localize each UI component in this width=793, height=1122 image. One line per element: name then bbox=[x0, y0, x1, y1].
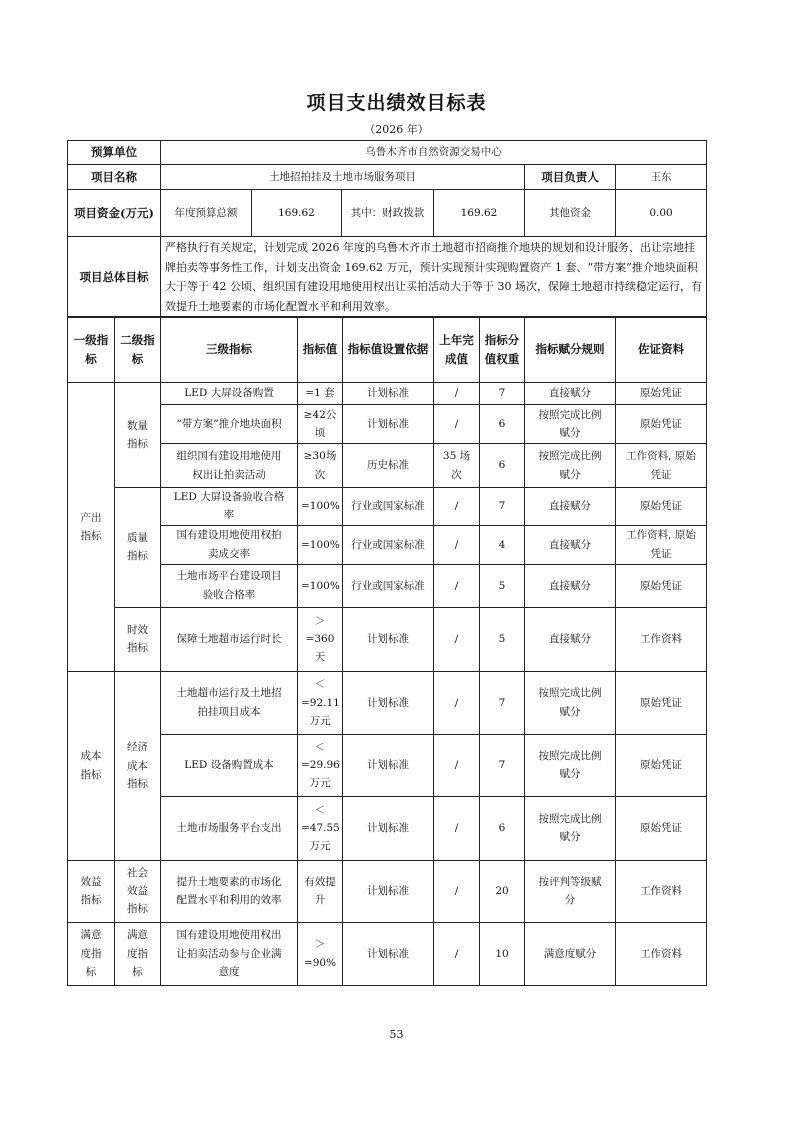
indicator-value: ≥30场次 bbox=[298, 444, 343, 488]
weight: 6 bbox=[480, 796, 525, 860]
value-basis: 计划标准 bbox=[343, 734, 434, 796]
scoring-rule: 满意度赋分 bbox=[525, 922, 616, 985]
table-row bbox=[68, 525, 707, 564]
level3-indicator: LED 设备购置成本 bbox=[161, 734, 298, 796]
level3-indicator: LED 大屏设备验收合格率 bbox=[161, 488, 298, 526]
fiscal-value: 169.62 bbox=[434, 190, 525, 237]
scoring-rule: 直接赋分 bbox=[525, 383, 616, 405]
evidence: 原始凭证 bbox=[616, 671, 707, 734]
project-info-table bbox=[67, 140, 707, 318]
annual-total-value: 169.62 bbox=[252, 190, 342, 237]
indicator-value: ＜=92.11 万元 bbox=[298, 671, 343, 734]
weight: 10 bbox=[480, 922, 525, 985]
level2-indicator: 时效指标 bbox=[115, 607, 161, 671]
evidence: 工作资料 bbox=[616, 860, 707, 922]
page-title: 项目支出绩效目标表 bbox=[306, 92, 487, 114]
indicator-value: =100% bbox=[298, 564, 343, 607]
scoring-rule: 按照完成比例赋分 bbox=[525, 734, 616, 796]
value-basis: 计划标准 bbox=[343, 796, 434, 860]
indicator-value: ≥42公顷 bbox=[298, 405, 343, 444]
table-row bbox=[68, 796, 707, 860]
table-row bbox=[68, 488, 707, 526]
last-year-value: / bbox=[434, 525, 480, 564]
level1-indicator: 满意度指标 bbox=[68, 922, 115, 985]
header-cell: 上年完成值 bbox=[434, 317, 480, 383]
last-year-value: 35 场次 bbox=[434, 444, 480, 488]
header-cell: 指标值 bbox=[298, 317, 343, 383]
table-row bbox=[68, 734, 707, 796]
header-cell: 指标分值权重 bbox=[480, 317, 525, 383]
scoring-rule: 直接赋分 bbox=[525, 525, 616, 564]
evidence: 工作资料, 原始凭证 bbox=[616, 444, 707, 488]
value-basis: 计划标准 bbox=[343, 405, 434, 444]
header-cell: 指标值设置依据 bbox=[343, 317, 434, 383]
level3-indicator: “带方案”推介地块面积 bbox=[161, 405, 298, 444]
table-row bbox=[68, 607, 707, 671]
other-funds-value: 0.00 bbox=[616, 190, 707, 237]
level2-indicator: 满意度指标 bbox=[115, 922, 161, 985]
value-basis: 计划标准 bbox=[343, 922, 434, 985]
table-row bbox=[68, 383, 707, 405]
funds-label: 项目资金(万元) bbox=[68, 190, 161, 237]
scoring-rule: 按照完成比例赋分 bbox=[525, 444, 616, 488]
header-cell: 二级指标 bbox=[115, 317, 161, 383]
last-year-value: / bbox=[434, 796, 480, 860]
scoring-rule: 直接赋分 bbox=[525, 607, 616, 671]
value-basis: 历史标准 bbox=[343, 444, 434, 488]
last-year-value: / bbox=[434, 488, 480, 526]
last-year-value: / bbox=[434, 922, 480, 985]
value-basis: 行业或国家标准 bbox=[343, 564, 434, 607]
goal-label: 项目总体目标 bbox=[68, 237, 161, 318]
last-year-value: / bbox=[434, 607, 480, 671]
level2-indicator: 经济成本指标 bbox=[115, 671, 161, 860]
indicator-value: ＞=90% bbox=[298, 922, 343, 985]
goal-text: 严格执行有关规定，计划完成 2026 年度的乌鲁木齐市土地超市招商推介地块的规划和设计服务、出让宗地挂牌拍卖等事务性工作，计划支出资金 169.62 万元，预计实现预计实现购置资产 1 套、“带方案”推介地块面积大于等于 42 公顷、组织国有建设用地使用权出让买拍活动大于等于 30 场次，保障土地超市持续稳定运行，有效提升土地要素的市场化配置水平和利用效率。 bbox=[161, 237, 707, 318]
fiscal-label: 其中：财政拨款 bbox=[342, 190, 434, 237]
manager-label: 项目负责人 bbox=[525, 165, 616, 190]
last-year-value: / bbox=[434, 734, 480, 796]
table-row bbox=[68, 671, 707, 734]
weight: 7 bbox=[480, 671, 525, 734]
value-basis: 计划标准 bbox=[343, 671, 434, 734]
level3-indicator: 土地超市运行及土地招拍挂项目成本 bbox=[161, 671, 298, 734]
indicator-value: ＜=47.55 万元 bbox=[298, 796, 343, 860]
evidence: 原始凭证 bbox=[616, 796, 707, 860]
level2-indicator: 质量指标 bbox=[115, 488, 161, 608]
weight: 6 bbox=[480, 444, 525, 488]
level3-indicator: 国有建设用地使用权拍卖成交率 bbox=[161, 525, 298, 564]
value-basis: 计划标准 bbox=[343, 607, 434, 671]
evidence: 原始凭证 bbox=[616, 488, 707, 526]
weight: 7 bbox=[480, 488, 525, 526]
page-number: 53 bbox=[389, 1028, 404, 1041]
header-cell: 一级指标 bbox=[68, 317, 115, 383]
indicator-value: ＞=360天 bbox=[298, 607, 343, 671]
header-cell: 佐证资料 bbox=[616, 317, 707, 383]
value-basis: 行业或国家标准 bbox=[343, 488, 434, 526]
table-row bbox=[68, 860, 707, 922]
manager-value: 王东 bbox=[616, 165, 707, 190]
header-cell: 指标赋分规则 bbox=[525, 317, 616, 383]
weight: 20 bbox=[480, 860, 525, 922]
level3-indicator: LED 大屏设备购置 bbox=[161, 383, 298, 405]
level3-indicator: 保障土地超市运行时长 bbox=[161, 607, 298, 671]
indicator-value: ＜=29.96 万元 bbox=[298, 734, 343, 796]
last-year-value: / bbox=[434, 860, 480, 922]
indicator-value: =1 套 bbox=[298, 383, 343, 405]
level3-indicator: 土地市场服务平台支出 bbox=[161, 796, 298, 860]
project-name-label: 项目名称 bbox=[68, 165, 161, 190]
evidence: 工作资料 bbox=[616, 922, 707, 985]
weight: 5 bbox=[480, 607, 525, 671]
header-row bbox=[68, 317, 707, 383]
weight: 4 bbox=[480, 525, 525, 564]
level3-indicator: 组织国有建设用地使用权出让拍卖活动 bbox=[161, 444, 298, 488]
level3-indicator: 提升土地要素的市场化配置水平和利用的效率 bbox=[161, 860, 298, 922]
project-name-value: 土地招拍挂及土地市场服务项目 bbox=[161, 165, 525, 190]
scoring-rule: 直接赋分 bbox=[525, 488, 616, 526]
level2-indicator: 社会效益指标 bbox=[115, 860, 161, 922]
table-row bbox=[68, 405, 707, 444]
evidence: 工作资料 bbox=[616, 607, 707, 671]
scoring-rule: 直接赋分 bbox=[525, 564, 616, 607]
budget-unit-value: 乌鲁木齐市自然资源交易中心 bbox=[161, 141, 707, 165]
year-label: （2026 年） bbox=[364, 123, 429, 136]
evidence: 原始凭证 bbox=[616, 383, 707, 405]
level1-indicator: 产出指标 bbox=[68, 383, 115, 672]
indicator-value: =100% bbox=[298, 525, 343, 564]
scoring-rule: 按照完成比例赋分 bbox=[525, 796, 616, 860]
evidence: 原始凭证 bbox=[616, 564, 707, 607]
last-year-value: / bbox=[434, 671, 480, 734]
indicator-value: 有效提升 bbox=[298, 860, 343, 922]
weight: 6 bbox=[480, 405, 525, 444]
level2-indicator: 数量指标 bbox=[115, 383, 161, 488]
value-basis: 计划标准 bbox=[343, 383, 434, 405]
indicator-table bbox=[67, 316, 707, 986]
annual-total-label: 年度预算总额 bbox=[161, 190, 252, 237]
evidence: 工作资料, 原始凭证 bbox=[616, 525, 707, 564]
evidence: 原始凭证 bbox=[616, 734, 707, 796]
scoring-rule: 按照完成比例赋分 bbox=[525, 405, 616, 444]
table-row bbox=[68, 922, 707, 985]
level1-indicator: 效益指标 bbox=[68, 860, 115, 922]
last-year-value: / bbox=[434, 564, 480, 607]
scoring-rule: 按评判等级赋分 bbox=[525, 860, 616, 922]
last-year-value: / bbox=[434, 405, 480, 444]
scoring-rule: 按照完成比例赋分 bbox=[525, 671, 616, 734]
budget-unit-label: 预算单位 bbox=[68, 141, 161, 165]
weight: 7 bbox=[480, 734, 525, 796]
table-row bbox=[68, 564, 707, 607]
table-row bbox=[68, 444, 707, 488]
value-basis: 行业或国家标准 bbox=[343, 525, 434, 564]
level3-indicator: 国有建设用地使用权出让拍卖活动参与企业满意度 bbox=[161, 922, 298, 985]
header-cell: 三级指标 bbox=[161, 317, 298, 383]
other-funds-label: 其他资金 bbox=[525, 190, 616, 237]
last-year-value: / bbox=[434, 383, 480, 405]
level1-indicator: 成本指标 bbox=[68, 671, 115, 860]
weight: 5 bbox=[480, 564, 525, 607]
value-basis: 计划标准 bbox=[343, 860, 434, 922]
evidence: 原始凭证 bbox=[616, 405, 707, 444]
level3-indicator: 土地市场平台建设项目验收合格率 bbox=[161, 564, 298, 607]
weight: 7 bbox=[480, 383, 525, 405]
indicator-value: =100% bbox=[298, 488, 343, 526]
